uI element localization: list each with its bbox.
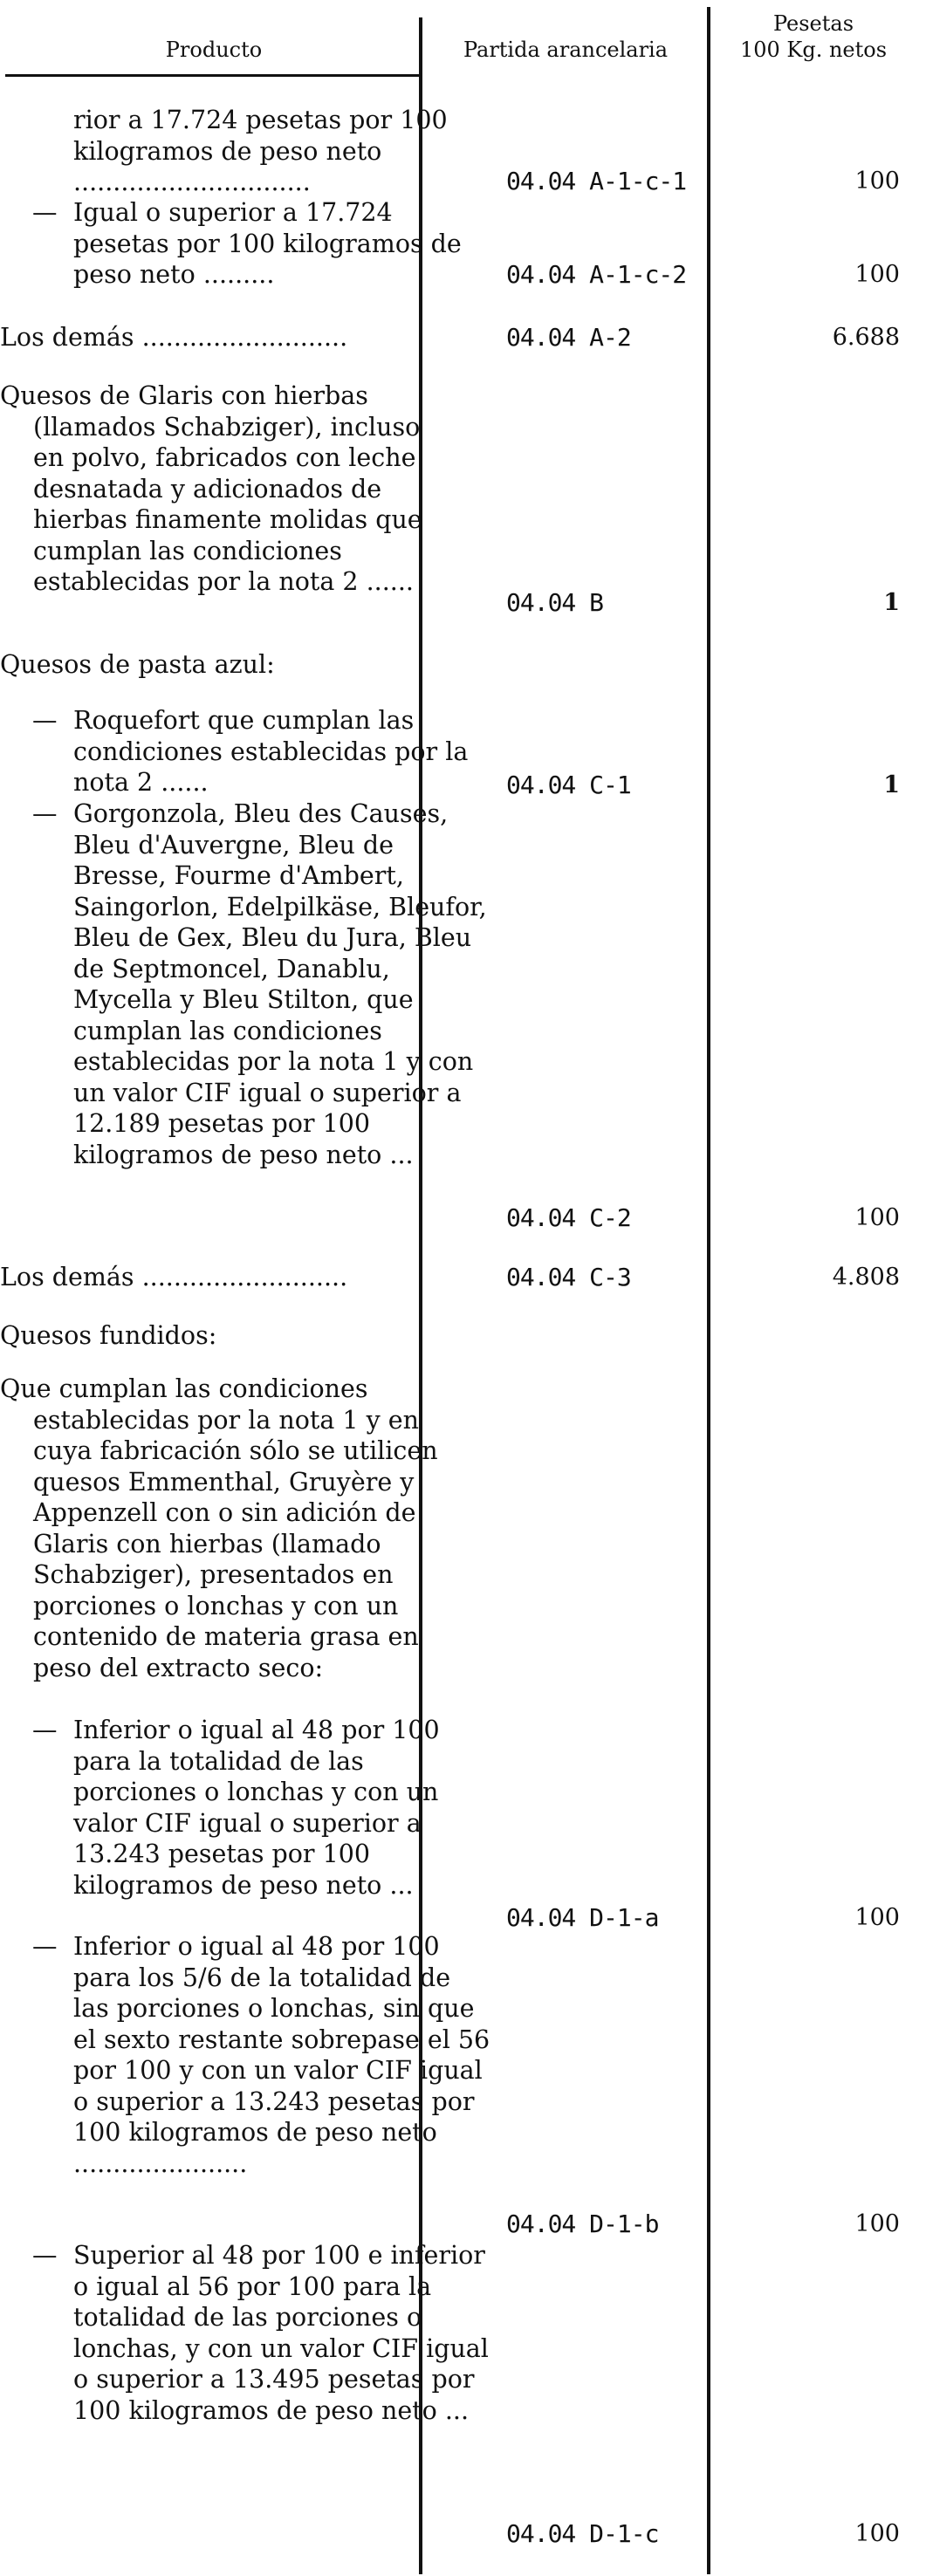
pesetas-cell: 100 bbox=[854, 1204, 900, 1231]
product-cell bbox=[0, 1931, 490, 2179]
partida-cell: 04.04 D-1-a bbox=[506, 1903, 659, 1932]
partida-cell: 04.04 D-1-c bbox=[506, 2519, 659, 2548]
product-text: Igual o superior a 17.724 pesetas por 100 kilogramos de peso neto ......... bbox=[73, 198, 462, 289]
product-cell bbox=[0, 197, 490, 291]
product-cell bbox=[0, 2240, 490, 2426]
pesetas-cell: 4.808 bbox=[832, 1264, 900, 1291]
partida-cell: 04.04 B bbox=[506, 588, 604, 617]
product-text: Inferior o igual al 48 por 100 para los 5/6 de la totalidad de las porciones o lonchas, sin que el sexto restante sobrepase el 56 por 100 y con un valor CIF igual o superior a 13.243 pesetas por 100 kilogramos de peso neto ...................... bbox=[73, 1932, 490, 2178]
dash-marker: — bbox=[32, 2241, 58, 2270]
pesetas-cell: 100 bbox=[854, 2520, 900, 2547]
partida-cell: 04.04 D-1-b bbox=[506, 2209, 659, 2238]
section-heading: Quesos fundidos: bbox=[0, 1321, 217, 1350]
product-cell bbox=[0, 1715, 490, 1901]
product-text: Inferior o igual al 48 por 100 para la totalidad de las porciones o lonchas y con un valor CIF igual o superior a 13.243 pesetas por 100 kilogramos de peso neto ... bbox=[73, 1716, 440, 1900]
pesetas-cell: 1 bbox=[883, 771, 900, 798]
dash-marker: — bbox=[32, 1932, 58, 1961]
partida-cell: 04.04 A-1-c-2 bbox=[506, 260, 687, 289]
product-cell: Los demás .......................... bbox=[0, 1263, 348, 1291]
header-producto: Producto bbox=[165, 38, 263, 62]
product-cell bbox=[0, 705, 490, 798]
dash-marker: — bbox=[32, 799, 58, 828]
product-text: Roquefort que cumplan las condiciones establecidas por la nota 2 ...... bbox=[73, 706, 469, 797]
product-cell: Que cumplan las condiciones establecidas por la nota 1 y en cuya fabricación sólo se utilicen quesos Emmenthal, Gruyère y Appenzell con o sin adición de Glaris con hierbas (llamado Schabziger), presentados en porciones o lonchas y con un contenido de materia grasa en peso del extracto seco: bbox=[0, 1374, 438, 1682]
pesetas-cell: 100 bbox=[854, 2210, 900, 2237]
dash-marker: — bbox=[32, 706, 58, 735]
header-rule bbox=[5, 74, 422, 77]
partida-cell: 04.04 C-3 bbox=[506, 1263, 631, 1291]
product-text: Superior al 48 por 100 e inferior o igual al 56 por 100 para la totalidad de las porciones o lonchas, y con un valor CIF igual o superior a 13.495 pesetas por 100 kilogramos de peso neto ... bbox=[73, 2241, 489, 2425]
product-cell: Quesos de Glaris con hierbas (llamados Schabziger), incluso en polvo, fabricados con leche desnatada y adicionados de hierbas finamente molidas que cumplan las condiciones establecidas por la nota 2 ...... bbox=[0, 381, 422, 596]
header-pesetas-line2: 100 Kg. netos bbox=[739, 38, 888, 62]
product-cell bbox=[0, 798, 490, 1170]
product-cell: Los demás .......................... bbox=[0, 323, 348, 352]
pesetas-cell: 100 bbox=[854, 168, 900, 195]
product-cell: rior a 17.724 pesetas por 100 kilogramos de peso neto .............................. bbox=[73, 106, 448, 196]
header-pesetas-line1: Pesetas bbox=[772, 11, 854, 36]
section-heading: Quesos de pasta azul: bbox=[0, 650, 275, 679]
dash-marker: — bbox=[32, 1716, 58, 1744]
partida-cell: 04.04 A-1-c-1 bbox=[506, 167, 687, 195]
partida-cell: 04.04 C-1 bbox=[506, 771, 631, 799]
pesetas-cell: 1 bbox=[883, 589, 900, 616]
pesetas-cell: 100 bbox=[854, 261, 900, 288]
pesetas-cell: 6.688 bbox=[832, 324, 900, 351]
header-partida: Partida arancelaria bbox=[463, 38, 669, 62]
pesetas-cell: 100 bbox=[854, 1904, 900, 1931]
partida-cell: 04.04 C-2 bbox=[506, 1203, 631, 1232]
partida-cell: 04.04 A-2 bbox=[506, 323, 631, 352]
product-text: Gorgonzola, Bleu des Causes, Bleu d'Auvergne, Bleu de Bresse, Fourme d'Ambert, Saingorlon, Edelpilkäse, Bleufor, Bleu de Gex, Bleu du Jura, Bleu de Septmoncel, Danablu, Mycella y Bleu Stilton, que cumplan las condiciones establecidas por la nota 1 y con un valor CIF igual o superior a 12.189 pesetas por 100 kilogramos de peso neto ... bbox=[73, 799, 487, 1169]
dash-marker: — bbox=[32, 198, 58, 227]
